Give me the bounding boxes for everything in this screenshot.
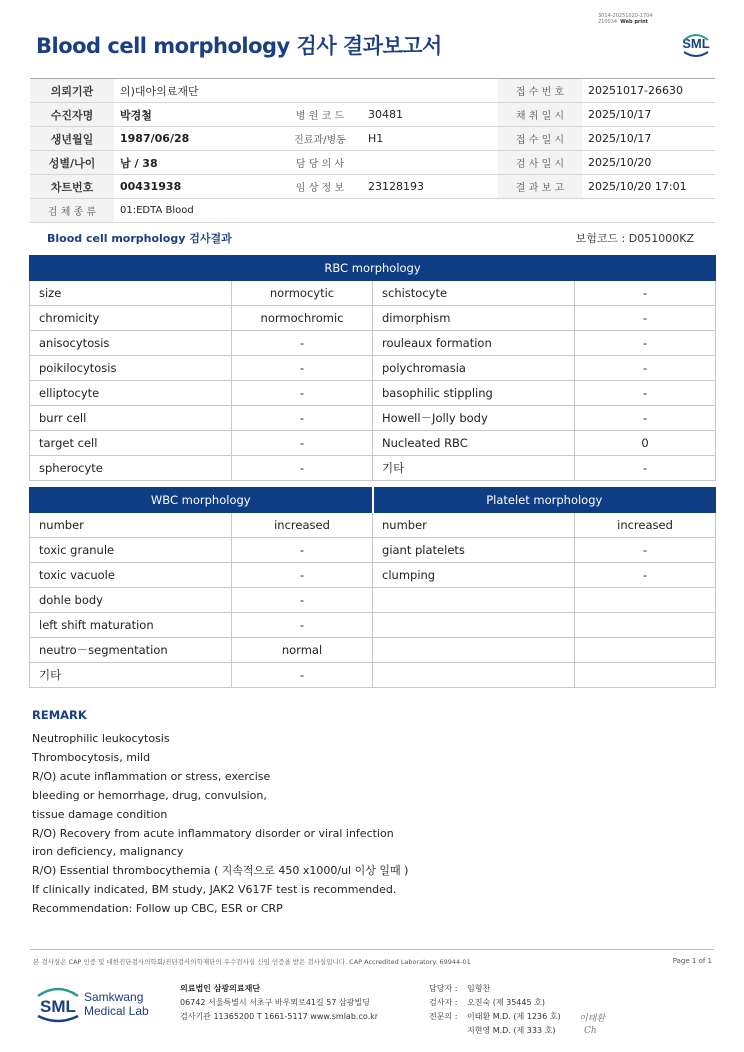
remark-line: R/O) acute inflammation or stress, exercise: [32, 769, 271, 783]
remark-line: Neutrophilic leukocytosis: [32, 732, 170, 745]
morphology-result: -: [232, 663, 373, 688]
morphology-result: -: [232, 406, 373, 431]
chart-number: 00431938: [114, 175, 278, 199]
morphology-result: -: [575, 563, 716, 588]
remark-line: iron deficiency, malignancy: [32, 845, 184, 859]
morphology-item: 기타: [30, 663, 232, 688]
info-label: 병 원 코 드: [278, 103, 362, 127]
morphology-result: normal: [232, 638, 373, 663]
footer-divider: [30, 949, 714, 950]
print-code-line2: 210034: [598, 19, 618, 25]
info-row: [30, 175, 715, 199]
logo-line2: Medical Lab: [84, 1004, 149, 1018]
wbc-header: WBC morphology: [30, 488, 373, 513]
info-label: 수진자명: [30, 103, 114, 127]
info-row: [30, 151, 715, 175]
staff-entry: [429, 982, 561, 996]
staff-role: 담당자 :: [429, 984, 458, 993]
morphology-item: Nucleated RBC: [373, 431, 575, 456]
remark-body: [32, 730, 408, 919]
info-row: [30, 103, 715, 127]
morphology-result: -: [575, 306, 716, 331]
morphology-item: schistocyte: [373, 281, 575, 306]
morphology-item: elliptocyte: [30, 381, 232, 406]
info-label: 성별/나이: [30, 151, 114, 175]
department-ward: H1: [362, 127, 498, 151]
section-title: Blood cell morphology 검사결과: [47, 232, 232, 245]
signature-1: 이태환: [579, 1014, 606, 1024]
morphology-result: -: [232, 563, 373, 588]
corp-info: [180, 982, 378, 1024]
morphology-item: polychromasia: [373, 356, 575, 381]
morphology-result: -: [232, 456, 373, 481]
morphology-result: [575, 663, 716, 688]
table-row: [30, 306, 716, 331]
table-row: [30, 613, 716, 638]
morphology-item: dimorphism: [373, 306, 575, 331]
clinical-info: 23128193: [362, 175, 498, 199]
morphology-result: -: [575, 381, 716, 406]
info-label: 임 상 정 보: [278, 175, 362, 199]
morphology-item: 기타: [373, 456, 575, 481]
table-row: [30, 356, 716, 381]
attending-doctor: [362, 151, 498, 175]
morphology-result: -: [232, 381, 373, 406]
morphology-result: -: [232, 331, 373, 356]
receipt-date: 2025/10/17: [582, 127, 715, 151]
morphology-item: dohle body: [30, 588, 232, 613]
morphology-item: spherocyte: [30, 456, 232, 481]
table-row: [30, 538, 716, 563]
morphology-result: increased: [575, 513, 716, 538]
morphology-item: basophilic stippling: [373, 381, 575, 406]
page-number: Page 1 of 1: [672, 957, 712, 965]
samkwang-logo: [36, 982, 166, 1030]
morphology-result: -: [232, 613, 373, 638]
remark-line: R/O) Essential thrombocythemia ( 지속적으로 450 x1000/ul 이상 일때 ): [32, 864, 409, 878]
morphology-item: neutro－segmentation: [30, 638, 232, 663]
platelet-header: Platelet morphology: [373, 488, 716, 513]
morphology-result: -: [575, 538, 716, 563]
remark-line: Recommendation: Follow up CBC, ESR or CRP: [32, 902, 283, 916]
table-row: [30, 563, 716, 588]
info-label: 채 취 일 시: [498, 103, 582, 127]
corp-contact: 검사기관 11365200 T 1661-5117 www.smlab.co.kr: [180, 1012, 379, 1021]
morphology-item: number: [30, 513, 232, 538]
remark-line: tissue damage condition: [32, 807, 168, 821]
morphology-result: [575, 588, 716, 613]
morphology-result: normocytic: [232, 281, 373, 306]
report-date: 2025/10/20 17:01: [582, 175, 715, 199]
staff-list: [429, 982, 561, 1038]
table-row: [30, 588, 716, 613]
remark-title: REMARK: [32, 708, 87, 722]
info-label: 접 수 일 시: [498, 127, 582, 151]
info-label: 생년월일: [30, 127, 114, 151]
collection-date: 2025/10/17: [582, 103, 715, 127]
morphology-result: -: [575, 356, 716, 381]
morphology-result: -: [232, 588, 373, 613]
info-row: [30, 79, 715, 103]
corp-address: 06742 서울특별시 서초구 바우뫼로41길 57 삼광빌딩: [180, 998, 370, 1007]
table-row: [30, 281, 716, 306]
morphology-item: size: [30, 281, 232, 306]
info-label: 진료과/병동: [278, 127, 362, 151]
remark-line: Thrombocytosis, mild: [32, 750, 151, 764]
print-code: [598, 13, 668, 25]
hospital-code: 30481: [362, 103, 498, 127]
morphology-item: giant platelets: [373, 538, 575, 563]
staff-entry: [429, 996, 561, 1010]
wbc-platelet-morphology-table: [29, 487, 716, 688]
morphology-result: -: [575, 406, 716, 431]
morphology-item: poikilocytosis: [30, 356, 232, 381]
morphology-item: chromicity: [30, 306, 232, 331]
insurance-code: 보험코드 : D051000KZ: [575, 232, 694, 245]
morphology-result: [575, 613, 716, 638]
morphology-item: toxic vacuole: [30, 563, 232, 588]
sml-logo-icon: [678, 26, 714, 62]
remark-line: R/O) Recovery from acute inflammatory disorder or viral infection: [32, 826, 394, 840]
staff-name: 이태환 M.D. (제 1236 호): [467, 1012, 561, 1021]
morphology-item: target cell: [30, 431, 232, 456]
table-row: [30, 513, 716, 538]
table-row: [30, 406, 716, 431]
info-row: [30, 127, 715, 151]
requesting-institution: 의)대아의료재단: [114, 79, 498, 103]
staff-role: 전문의 :: [429, 1012, 458, 1021]
staff-entry: [429, 1024, 561, 1038]
print-code-line1: 3014-20251020-1704: [598, 13, 653, 19]
birth-date: 1987/06/28: [114, 127, 278, 151]
morphology-result: -: [575, 331, 716, 356]
morphology-result: -: [232, 356, 373, 381]
morphology-item: [373, 663, 575, 688]
signature-2: Ch: [584, 1026, 597, 1036]
remark-line: If clinically indicated, BM study, JAK2 V617F test is recommended.: [32, 883, 397, 897]
morphology-item: [373, 638, 575, 663]
info-label: 담 당 의 사: [278, 151, 362, 175]
staff-name: 오진숙 (제 35445 호): [467, 998, 545, 1007]
morphology-result: normochromic: [232, 306, 373, 331]
table-row: [30, 381, 716, 406]
table-row: [30, 663, 716, 688]
morphology-result: -: [575, 281, 716, 306]
table-row: [30, 331, 716, 356]
info-label: 차트번호: [30, 175, 114, 199]
morphology-result: increased: [232, 513, 373, 538]
morphology-item: clumping: [373, 563, 575, 588]
staff-entry: [429, 1010, 561, 1024]
accession-number: 20251017-26630: [582, 79, 715, 103]
rbc-header: RBC morphology: [30, 256, 716, 281]
info-row: [30, 199, 715, 223]
logo-main-text: SML: [40, 997, 76, 1016]
web-print-label: Web print: [620, 19, 649, 25]
info-label: 접 수 번 호: [498, 79, 582, 103]
table-row: [30, 431, 716, 456]
morphology-result: -: [575, 456, 716, 481]
staff-role: 검사자 :: [429, 998, 458, 1007]
corp-name: 의료법인 삼광의료재단: [180, 984, 261, 993]
morphology-item: left shift maturation: [30, 613, 232, 638]
table-row: [30, 638, 716, 663]
table-row: [30, 456, 716, 481]
remark-line: bleeding or hemorrhage, drug, convulsion,: [32, 788, 267, 802]
staff-name: 지현영 M.D. (제 333 호): [467, 1026, 556, 1035]
logo-line1: Samkwang: [84, 990, 144, 1004]
morphology-result: -: [232, 431, 373, 456]
morphology-item: anisocytosis: [30, 331, 232, 356]
morphology-result: 0: [575, 431, 716, 456]
morphology-result: -: [232, 538, 373, 563]
sml-logo-text: SML: [682, 36, 710, 51]
morphology-item: Howell－Jolly body: [373, 406, 575, 431]
info-label: 의뢰기관: [30, 79, 114, 103]
rbc-morphology-table: [29, 255, 716, 481]
morphology-item: [373, 588, 575, 613]
morphology-item: rouleaux formation: [373, 331, 575, 356]
morphology-item: [373, 613, 575, 638]
patient-info-table: [30, 78, 715, 223]
specimen-type: 01:EDTA Blood: [114, 199, 715, 223]
staff-name: 임형찬: [467, 984, 491, 993]
morphology-item: burr cell: [30, 406, 232, 431]
info-label: 검 체 종 류: [30, 199, 114, 223]
report-title: Blood cell morphology 검사 결과보고서: [36, 34, 442, 58]
patient-name: 박경철: [114, 103, 278, 127]
morphology-item: toxic granule: [30, 538, 232, 563]
info-label: 검 사 일 시: [498, 151, 582, 175]
morphology-result: [575, 638, 716, 663]
morphology-item: number: [373, 513, 575, 538]
info-label: 결 과 보 고: [498, 175, 582, 199]
test-date: 2025/10/20: [582, 151, 715, 175]
sex-age: 남 / 38: [114, 151, 278, 175]
accreditation-note: 본 검사실은 CAP 인증 및 대한진단검사의학회/진단검사의학재단의 우수검사실 신임 인증을 받은 검사실입니다. CAP Accredited Laboratory. 69944-01: [33, 958, 471, 966]
